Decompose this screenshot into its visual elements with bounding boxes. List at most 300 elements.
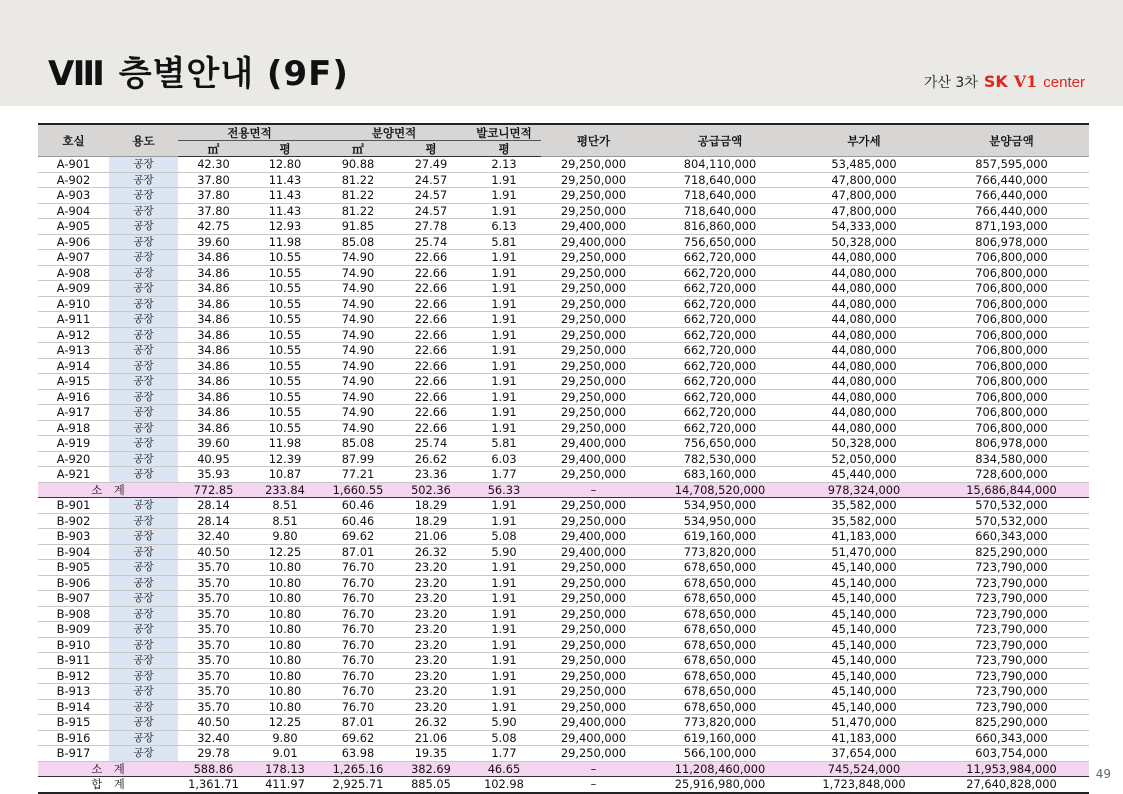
- table-cell: 10.87: [249, 467, 321, 483]
- table-cell: 45,140,000: [794, 575, 934, 591]
- table-cell: 806,978,000: [934, 234, 1089, 250]
- table-cell: 22.66: [395, 389, 467, 405]
- table-row: [38, 234, 1089, 250]
- table-cell: 678,650,000: [646, 591, 794, 607]
- table-row: [38, 715, 1089, 731]
- table-cell: 45,140,000: [794, 591, 934, 607]
- table-cell: 공장: [109, 606, 178, 622]
- table-cell: 23.20: [395, 575, 467, 591]
- table-cell: 35.70: [178, 560, 249, 576]
- table-cell: 공장: [109, 637, 178, 653]
- table-cell: 834,580,000: [934, 451, 1089, 467]
- table-cell: 42.75: [178, 219, 249, 235]
- table-cell: 804,110,000: [646, 157, 794, 173]
- table-cell: 74.90: [321, 327, 395, 343]
- header-exclusive-pyeong: 평: [249, 141, 321, 157]
- table-cell: 44,080,000: [794, 296, 934, 312]
- table-cell: 29,250,000: [541, 637, 646, 653]
- table-cell: 29,400,000: [541, 730, 646, 746]
- table-cell: 1.91: [467, 513, 541, 529]
- table-cell: 756,650,000: [646, 234, 794, 250]
- table-cell: 44,080,000: [794, 389, 934, 405]
- table-cell: 10.80: [249, 622, 321, 638]
- table-cell: 773,820,000: [646, 544, 794, 560]
- table-cell: 23.20: [395, 622, 467, 638]
- table-cell: B-916: [38, 730, 109, 746]
- table-row: [38, 606, 1089, 622]
- table-cell: 15,686,844,000: [934, 482, 1089, 498]
- total-row: [38, 777, 1089, 793]
- table-cell: 35.70: [178, 575, 249, 591]
- table-cell: A-906: [38, 234, 109, 250]
- table-cell: 74.90: [321, 389, 395, 405]
- table-cell: 공장: [109, 420, 178, 436]
- table-cell: 35.93: [178, 467, 249, 483]
- table-cell: 41,183,000: [794, 529, 934, 545]
- table-cell: 5.08: [467, 730, 541, 746]
- table-cell: 10.55: [249, 358, 321, 374]
- table-cell: 25,916,980,000: [646, 777, 794, 793]
- table-cell: 35.70: [178, 637, 249, 653]
- table-cell: 27.78: [395, 219, 467, 235]
- table-cell: 35.70: [178, 653, 249, 669]
- table-cell: 12.80: [249, 157, 321, 173]
- table-cell: 24.57: [395, 172, 467, 188]
- table-cell: A-915: [38, 374, 109, 390]
- table-cell: 44,080,000: [794, 405, 934, 421]
- table-cell: B-909: [38, 622, 109, 638]
- table-cell: 1,265.16: [321, 761, 395, 777]
- table-cell: 857,595,000: [934, 157, 1089, 173]
- table-cell: 9.80: [249, 730, 321, 746]
- table-row: [38, 637, 1089, 653]
- table-cell: 44,080,000: [794, 265, 934, 281]
- table-cell: 40.50: [178, 544, 249, 560]
- table-cell: 34.86: [178, 296, 249, 312]
- table-cell: 782,530,000: [646, 451, 794, 467]
- table-cell: 1,361.71: [178, 777, 249, 793]
- table-cell: 44,080,000: [794, 358, 934, 374]
- table-cell: 공장: [109, 157, 178, 173]
- table-cell: 1.91: [467, 374, 541, 390]
- header-balcony-area: 발코니면적: [467, 124, 541, 141]
- table-cell: B-906: [38, 575, 109, 591]
- table-cell: 22.66: [395, 296, 467, 312]
- table-cell: 18.29: [395, 513, 467, 529]
- table-cell: 29,250,000: [541, 668, 646, 684]
- table-cell: 37.80: [178, 172, 249, 188]
- table-cell: 706,800,000: [934, 250, 1089, 266]
- table-cell: 411.97: [249, 777, 321, 793]
- table-cell: 678,650,000: [646, 606, 794, 622]
- header-unit-price: 평단가: [541, 124, 646, 157]
- table-cell: B-903: [38, 529, 109, 545]
- table-cell: 24.57: [395, 203, 467, 219]
- table-row: [38, 420, 1089, 436]
- table-cell: 29,250,000: [541, 560, 646, 576]
- table-cell: 1.91: [467, 622, 541, 638]
- table-cell: 공장: [109, 250, 178, 266]
- table-cell: 29,250,000: [541, 358, 646, 374]
- table-cell: 534,950,000: [646, 498, 794, 514]
- table-cell: A-911: [38, 312, 109, 328]
- table-cell: 47,800,000: [794, 188, 934, 204]
- table-cell: B-912: [38, 668, 109, 684]
- table-cell: 29,250,000: [541, 498, 646, 514]
- table-cell: 40.50: [178, 715, 249, 731]
- table-cell: 766,440,000: [934, 172, 1089, 188]
- table-row: [38, 219, 1089, 235]
- table-cell: 공장: [109, 234, 178, 250]
- table-cell: 50,328,000: [794, 234, 934, 250]
- table-cell: 81.22: [321, 172, 395, 188]
- table-cell: 44,080,000: [794, 343, 934, 359]
- table-cell: 76.70: [321, 606, 395, 622]
- table-row: [38, 544, 1089, 560]
- table-cell: 44,080,000: [794, 327, 934, 343]
- table-cell: 공장: [109, 188, 178, 204]
- table-cell: 29,400,000: [541, 451, 646, 467]
- table-cell: 772.85: [178, 482, 249, 498]
- table-cell: 37,654,000: [794, 746, 934, 762]
- table-cell: 22.66: [395, 420, 467, 436]
- table-cell: 소 계: [38, 761, 178, 777]
- table-cell: 23.20: [395, 637, 467, 653]
- table-cell: 1.77: [467, 467, 541, 483]
- table-cell: A-909: [38, 281, 109, 297]
- table-cell: 39.60: [178, 234, 249, 250]
- table-cell: 35,582,000: [794, 513, 934, 529]
- table-cell: 공장: [109, 715, 178, 731]
- table-cell: 22.66: [395, 281, 467, 297]
- table-cell: 34.86: [178, 343, 249, 359]
- table-cell: 공장: [109, 219, 178, 235]
- subtotal-row: [38, 482, 1089, 498]
- table-cell: 29,250,000: [541, 172, 646, 188]
- table-cell: 22.66: [395, 358, 467, 374]
- table-cell: 공장: [109, 343, 178, 359]
- table-cell: 22.66: [395, 312, 467, 328]
- table-cell: 10.55: [249, 327, 321, 343]
- table-cell: 1.91: [467, 575, 541, 591]
- table-cell: 51,470,000: [794, 715, 934, 731]
- table-cell: 1.91: [467, 653, 541, 669]
- table-cell: B-910: [38, 637, 109, 653]
- table-row: [38, 451, 1089, 467]
- table-row: [38, 730, 1089, 746]
- table-cell: 47,800,000: [794, 172, 934, 188]
- table-cell: 29,250,000: [541, 467, 646, 483]
- table-cell: 35,582,000: [794, 498, 934, 514]
- table-cell: 723,790,000: [934, 668, 1089, 684]
- table-cell: 공장: [109, 560, 178, 576]
- table-cell: 723,790,000: [934, 591, 1089, 607]
- table-cell: 91.85: [321, 219, 395, 235]
- table-cell: 570,532,000: [934, 498, 1089, 514]
- table-cell: 706,800,000: [934, 374, 1089, 390]
- table-row: [38, 529, 1089, 545]
- table-cell: 706,800,000: [934, 389, 1089, 405]
- table-row: [38, 358, 1089, 374]
- table-cell: 29,250,000: [541, 389, 646, 405]
- table-cell: 40.95: [178, 451, 249, 467]
- brand-v1: V1: [1013, 72, 1038, 91]
- table-cell: 1.91: [467, 281, 541, 297]
- table-cell: 723,790,000: [934, 653, 1089, 669]
- table-cell: 678,650,000: [646, 653, 794, 669]
- header-sale-area: 분양면적: [321, 124, 467, 141]
- table-cell: 10.55: [249, 405, 321, 421]
- header-supply-amount: 공급금액: [646, 124, 794, 157]
- table-cell: 23.20: [395, 653, 467, 669]
- table-cell: 공장: [109, 746, 178, 762]
- table-cell: 1.91: [467, 296, 541, 312]
- table-cell: 29,250,000: [541, 746, 646, 762]
- table-cell: 29,250,000: [541, 188, 646, 204]
- table-cell: 683,160,000: [646, 467, 794, 483]
- table-row: [38, 389, 1089, 405]
- table-cell: 662,720,000: [646, 358, 794, 374]
- table-cell: 29,250,000: [541, 296, 646, 312]
- table-cell: 1,660.55: [321, 482, 395, 498]
- table-cell: 10.55: [249, 312, 321, 328]
- table-cell: A-914: [38, 358, 109, 374]
- header-vat: 부가세: [794, 124, 934, 157]
- table-cell: 26.32: [395, 544, 467, 560]
- table-cell: –: [541, 761, 646, 777]
- page-header: [0, 0, 1123, 106]
- table-row: [38, 513, 1089, 529]
- table-cell: 공장: [109, 281, 178, 297]
- table-cell: 51,470,000: [794, 544, 934, 560]
- table-cell: A-902: [38, 172, 109, 188]
- subtotal-row: [38, 761, 1089, 777]
- header-sale-sqm: ㎡: [321, 141, 395, 157]
- table-row: [38, 622, 1089, 638]
- table-cell: 718,640,000: [646, 203, 794, 219]
- table-cell: 35.70: [178, 591, 249, 607]
- header-use: 용도: [109, 124, 178, 157]
- table-cell: 44,080,000: [794, 250, 934, 266]
- table-cell: 825,290,000: [934, 715, 1089, 731]
- table-cell: 8.51: [249, 498, 321, 514]
- table-cell: 35.70: [178, 606, 249, 622]
- table-cell: A-908: [38, 265, 109, 281]
- table-cell: 12.39: [249, 451, 321, 467]
- table-cell: 74.90: [321, 296, 395, 312]
- table-cell: 1.91: [467, 560, 541, 576]
- table-cell: 37.80: [178, 203, 249, 219]
- table-cell: A-916: [38, 389, 109, 405]
- table-cell: 706,800,000: [934, 358, 1089, 374]
- table-row: [38, 405, 1089, 421]
- table-cell: 46.65: [467, 761, 541, 777]
- table-cell: 773,820,000: [646, 715, 794, 731]
- table-cell: 34.86: [178, 358, 249, 374]
- table-cell: 29,250,000: [541, 250, 646, 266]
- table-cell: 45,140,000: [794, 668, 934, 684]
- table-cell: 85.08: [321, 436, 395, 452]
- table-cell: 69.62: [321, 529, 395, 545]
- table-cell: 34.86: [178, 374, 249, 390]
- table-cell: 1,723,848,000: [794, 777, 934, 793]
- table-cell: 23.20: [395, 699, 467, 715]
- table-cell: 29,250,000: [541, 591, 646, 607]
- table-cell: 23.36: [395, 467, 467, 483]
- table-cell: 공장: [109, 668, 178, 684]
- table-cell: 81.22: [321, 188, 395, 204]
- table-cell: 21.06: [395, 529, 467, 545]
- table-cell: A-907: [38, 250, 109, 266]
- table-cell: 1.91: [467, 265, 541, 281]
- table-cell: 공장: [109, 405, 178, 421]
- table-cell: 76.70: [321, 591, 395, 607]
- header-sale-amount: 분양금액: [934, 124, 1089, 157]
- table-cell: 공장: [109, 498, 178, 514]
- table-cell: 723,790,000: [934, 699, 1089, 715]
- table-row: [38, 188, 1089, 204]
- table-cell: 29,250,000: [541, 699, 646, 715]
- table-cell: 10.55: [249, 281, 321, 297]
- table-cell: 1.91: [467, 591, 541, 607]
- table-cell: 74.90: [321, 281, 395, 297]
- table-cell: 35.70: [178, 622, 249, 638]
- table-cell: 10.80: [249, 668, 321, 684]
- table-cell: 706,800,000: [934, 343, 1089, 359]
- table-cell: 662,720,000: [646, 374, 794, 390]
- table-cell: 소 계: [38, 482, 178, 498]
- table-cell: 25.74: [395, 234, 467, 250]
- table-cell: 공장: [109, 451, 178, 467]
- table-row: [38, 250, 1089, 266]
- table-cell: 32.40: [178, 529, 249, 545]
- table-cell: 52,050,000: [794, 451, 934, 467]
- table-cell: 공장: [109, 374, 178, 390]
- table-cell: 12.93: [249, 219, 321, 235]
- table-cell: 34.86: [178, 312, 249, 328]
- table-cell: 382.69: [395, 761, 467, 777]
- table-cell: A-919: [38, 436, 109, 452]
- table-cell: 45,140,000: [794, 622, 934, 638]
- table-cell: 1.91: [467, 498, 541, 514]
- table-cell: 678,650,000: [646, 560, 794, 576]
- table-row: [38, 157, 1089, 173]
- table-cell: 44,080,000: [794, 420, 934, 436]
- table-cell: 745,524,000: [794, 761, 934, 777]
- table-cell: 87.99: [321, 451, 395, 467]
- table-row: [38, 374, 1089, 390]
- table-cell: 26.32: [395, 715, 467, 731]
- table-cell: 76.70: [321, 575, 395, 591]
- table-row: [38, 172, 1089, 188]
- table-cell: 63.98: [321, 746, 395, 762]
- table-row: [38, 746, 1089, 762]
- table-cell: 42.30: [178, 157, 249, 173]
- table-cell: 50,328,000: [794, 436, 934, 452]
- table-cell: 28.14: [178, 498, 249, 514]
- table-cell: 10.55: [249, 389, 321, 405]
- table-cell: 10.55: [249, 296, 321, 312]
- table-cell: 74.90: [321, 405, 395, 421]
- table-cell: A-910: [38, 296, 109, 312]
- table-cell: 47,800,000: [794, 203, 934, 219]
- table-cell: 10.55: [249, 374, 321, 390]
- table-cell: 35.70: [178, 684, 249, 700]
- table-cell: 662,720,000: [646, 296, 794, 312]
- table-cell: 29,250,000: [541, 622, 646, 638]
- table-cell: 5.90: [467, 544, 541, 560]
- table-cell: 21.06: [395, 730, 467, 746]
- table-row: [38, 436, 1089, 452]
- table-row: [38, 699, 1089, 715]
- table-cell: 공장: [109, 575, 178, 591]
- table-cell: 19.35: [395, 746, 467, 762]
- table-row: [38, 265, 1089, 281]
- table-cell: 74.90: [321, 343, 395, 359]
- floor-table: [38, 123, 1089, 794]
- table-cell: 11,953,984,000: [934, 761, 1089, 777]
- header-sale-pyeong: 평: [395, 141, 467, 157]
- table-cell: 44,080,000: [794, 374, 934, 390]
- table-cell: 102.98: [467, 777, 541, 793]
- table-cell: 10.80: [249, 606, 321, 622]
- table-cell: 45,140,000: [794, 560, 934, 576]
- table-cell: 766,440,000: [934, 188, 1089, 204]
- table-cell: 678,650,000: [646, 622, 794, 638]
- table-row: [38, 591, 1089, 607]
- table-cell: 662,720,000: [646, 327, 794, 343]
- table-cell: 1.91: [467, 188, 541, 204]
- table-cell: –: [541, 777, 646, 793]
- table-cell: 662,720,000: [646, 281, 794, 297]
- table-cell: 22.66: [395, 343, 467, 359]
- table-cell: 41,183,000: [794, 730, 934, 746]
- table-cell: 11.43: [249, 188, 321, 204]
- table-cell: 69.62: [321, 730, 395, 746]
- table-cell: 공장: [109, 265, 178, 281]
- table-cell: 76.70: [321, 622, 395, 638]
- brand-logo: [924, 72, 1085, 92]
- table-cell: 34.86: [178, 405, 249, 421]
- table-cell: 1.91: [467, 405, 541, 421]
- table-cell: 29,250,000: [541, 265, 646, 281]
- table-cell: 공장: [109, 358, 178, 374]
- table-cell: 74.90: [321, 374, 395, 390]
- table-cell: 공장: [109, 684, 178, 700]
- table-cell: 662,720,000: [646, 312, 794, 328]
- table-cell: 60.46: [321, 498, 395, 514]
- table-cell: 공장: [109, 653, 178, 669]
- page-number: 49: [1095, 767, 1111, 781]
- table-cell: 53,485,000: [794, 157, 934, 173]
- table-cell: 11,208,460,000: [646, 761, 794, 777]
- table-cell: 공장: [109, 436, 178, 452]
- table-cell: 766,440,000: [934, 203, 1089, 219]
- table-cell: B-913: [38, 684, 109, 700]
- table-cell: 806,978,000: [934, 436, 1089, 452]
- table-cell: 1.91: [467, 343, 541, 359]
- table-cell: 23.20: [395, 591, 467, 607]
- table-cell: 29,250,000: [541, 653, 646, 669]
- brand-location: 가산 3차: [923, 75, 978, 91]
- table-cell: 27,640,828,000: [934, 777, 1089, 793]
- table-cell: 85.08: [321, 234, 395, 250]
- table-cell: 76.70: [321, 699, 395, 715]
- table-cell: 678,650,000: [646, 668, 794, 684]
- table-row: [38, 281, 1089, 297]
- table-cell: A-918: [38, 420, 109, 436]
- table-cell: 공장: [109, 544, 178, 560]
